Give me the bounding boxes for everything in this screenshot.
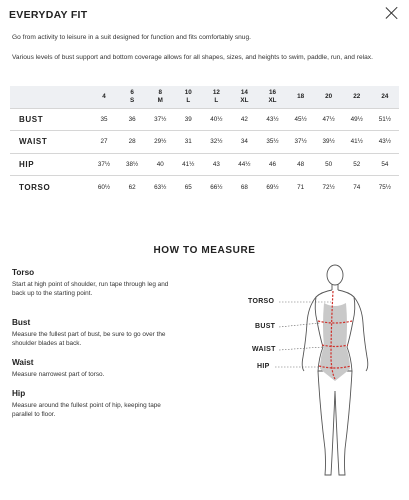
intro-text-secondary: Various levels of bust support and bottom coverage allows for all shapes, sizes, and heights to swim, paddle, run, and relax. <box>12 54 373 61</box>
left-arm-outline <box>302 297 316 371</box>
size-number: 16 <box>269 88 277 96</box>
table-cell: 41½ <box>350 138 363 146</box>
section-text: Measure the fullest part of bust, be sure to go over the shoulder blades at back. <box>12 331 166 347</box>
table-cell: 38½ <box>125 160 139 168</box>
size-number: 10 <box>184 88 192 96</box>
table-cell: 35 <box>100 115 108 123</box>
table-cell: 51½ <box>378 115 392 123</box>
table-cell: 75½ <box>378 183 392 191</box>
how-to-measure-heading: HOW TO MEASURE <box>153 245 256 256</box>
figure-label-hip: HIP <box>257 363 270 370</box>
table-cell: 43½ <box>266 115 279 123</box>
table-cell: 28 <box>128 138 136 146</box>
size-number: 24 <box>381 92 389 100</box>
size-number: 12 <box>212 88 220 96</box>
body-outline-illustration <box>245 259 405 484</box>
table-row-bust <box>10 108 399 131</box>
table-cell: 34 <box>240 138 248 146</box>
table-cell: 39 <box>184 115 192 123</box>
size-letter: L <box>186 96 191 104</box>
table-cell: 54 <box>381 160 389 168</box>
table-cell: 40 <box>156 160 164 168</box>
table-cell: 37½ <box>154 115 167 123</box>
swimsuit-shape <box>320 303 350 381</box>
table-cell: 72½ <box>322 183 335 191</box>
section-title: Waist <box>12 358 34 367</box>
measure-section-waist <box>12 358 177 379</box>
table-cell: 60½ <box>97 183 111 191</box>
table-cell: 66½ <box>210 183 223 191</box>
right-arm-outline <box>354 297 368 371</box>
figure-label-bust: BUST <box>255 323 276 330</box>
waist-leader-line <box>279 347 323 350</box>
size-col <box>371 86 399 108</box>
close-icon[interactable] <box>385 6 399 20</box>
table-cell: 49½ <box>350 115 363 123</box>
right-leg-outline <box>335 371 352 475</box>
size-col <box>343 86 371 108</box>
bust-leader-line <box>279 323 320 327</box>
measure-section-bust <box>12 318 177 348</box>
size-col <box>315 86 343 108</box>
table-cell: 68 <box>240 183 248 191</box>
table-row-waist <box>10 131 399 154</box>
size-number: 22 <box>353 92 361 100</box>
size-chart-table <box>10 86 399 198</box>
size-col <box>287 86 315 108</box>
section-text: Measure around the fullest point of hip, keeping tape parallel to floor. <box>12 402 161 418</box>
table-cell: 45½ <box>294 115 307 123</box>
table-cell: 71 <box>297 183 305 191</box>
table-cell: 44½ <box>238 160 251 168</box>
row-label: TORSO <box>19 182 51 192</box>
head-outline <box>327 265 343 285</box>
size-col <box>90 86 118 108</box>
size-col <box>202 86 230 108</box>
left-leg-outline <box>318 371 335 475</box>
size-number: 18 <box>297 92 305 100</box>
table-cell: 37½ <box>294 138 307 146</box>
section-title: Torso <box>12 268 35 277</box>
figure-label-waist: WAIST <box>252 346 276 353</box>
measure-section-torso <box>12 268 177 298</box>
table-cell: 69½ <box>266 183 279 191</box>
table-cell: 62 <box>128 183 136 191</box>
size-number: 8 <box>158 88 162 96</box>
table-cell: 65 <box>184 183 192 191</box>
size-letter: L <box>214 96 219 104</box>
table-cell: 27 <box>100 138 108 146</box>
size-col <box>118 86 146 108</box>
table-cell: 50 <box>325 160 333 168</box>
figure-label-torso: TORSO <box>248 298 275 305</box>
table-cell: 52 <box>353 160 361 168</box>
table-cell: 42 <box>240 115 248 123</box>
table-cell: 40½ <box>210 115 223 123</box>
table-cell: 41½ <box>182 160 195 168</box>
table-cell: 36 <box>128 115 136 123</box>
size-number: 4 <box>102 92 106 100</box>
section-title: Hip <box>12 389 26 398</box>
modal-title: EVERYDAY FIT <box>9 9 88 21</box>
table-cell: 48 <box>297 160 305 168</box>
table-cell: 43½ <box>378 138 392 146</box>
intro-text: Go from activity to leisure in a suit designed for function and fits comfortably snug. <box>12 34 251 41</box>
table-cell: 63½ <box>154 183 167 191</box>
size-number: 14 <box>240 88 248 96</box>
size-letter: M <box>157 96 163 104</box>
table-cell: 39½ <box>322 138 335 146</box>
section-title: Bust <box>12 318 31 327</box>
size-col <box>230 86 258 108</box>
table-cell: 32½ <box>210 138 223 146</box>
table-cell: 47½ <box>322 115 335 123</box>
row-label: BUST <box>19 114 44 124</box>
size-letter: XL <box>268 96 277 104</box>
size-number: 6 <box>130 88 134 96</box>
table-cell: 35½ <box>266 138 279 146</box>
table-row-hip <box>10 153 399 176</box>
size-letter: S <box>130 96 135 104</box>
measure-section-hip <box>12 389 177 419</box>
size-col <box>174 86 202 108</box>
row-label: WAIST <box>19 137 48 147</box>
section-text: Start at high point of shoulder, run tape through leg and back up to the starting point. <box>12 281 169 297</box>
section-text: Measure narrowest part of torso. <box>12 371 105 378</box>
table-cell: 43 <box>212 160 220 168</box>
header-spacer <box>10 86 90 108</box>
size-header-row <box>10 86 399 108</box>
size-letter: XL <box>240 96 249 104</box>
size-number: 20 <box>325 92 333 100</box>
table-cell: 31 <box>184 138 192 146</box>
table-row-torso <box>10 176 399 199</box>
table-cell: 37½ <box>97 160 111 168</box>
size-col <box>258 86 286 108</box>
table-cell: 29½ <box>154 138 167 146</box>
size-col <box>146 86 174 108</box>
row-label: HIP <box>19 159 35 169</box>
table-cell: 74 <box>353 183 361 191</box>
body-measurement-figure <box>245 259 405 484</box>
table-cell: 46 <box>269 160 277 168</box>
